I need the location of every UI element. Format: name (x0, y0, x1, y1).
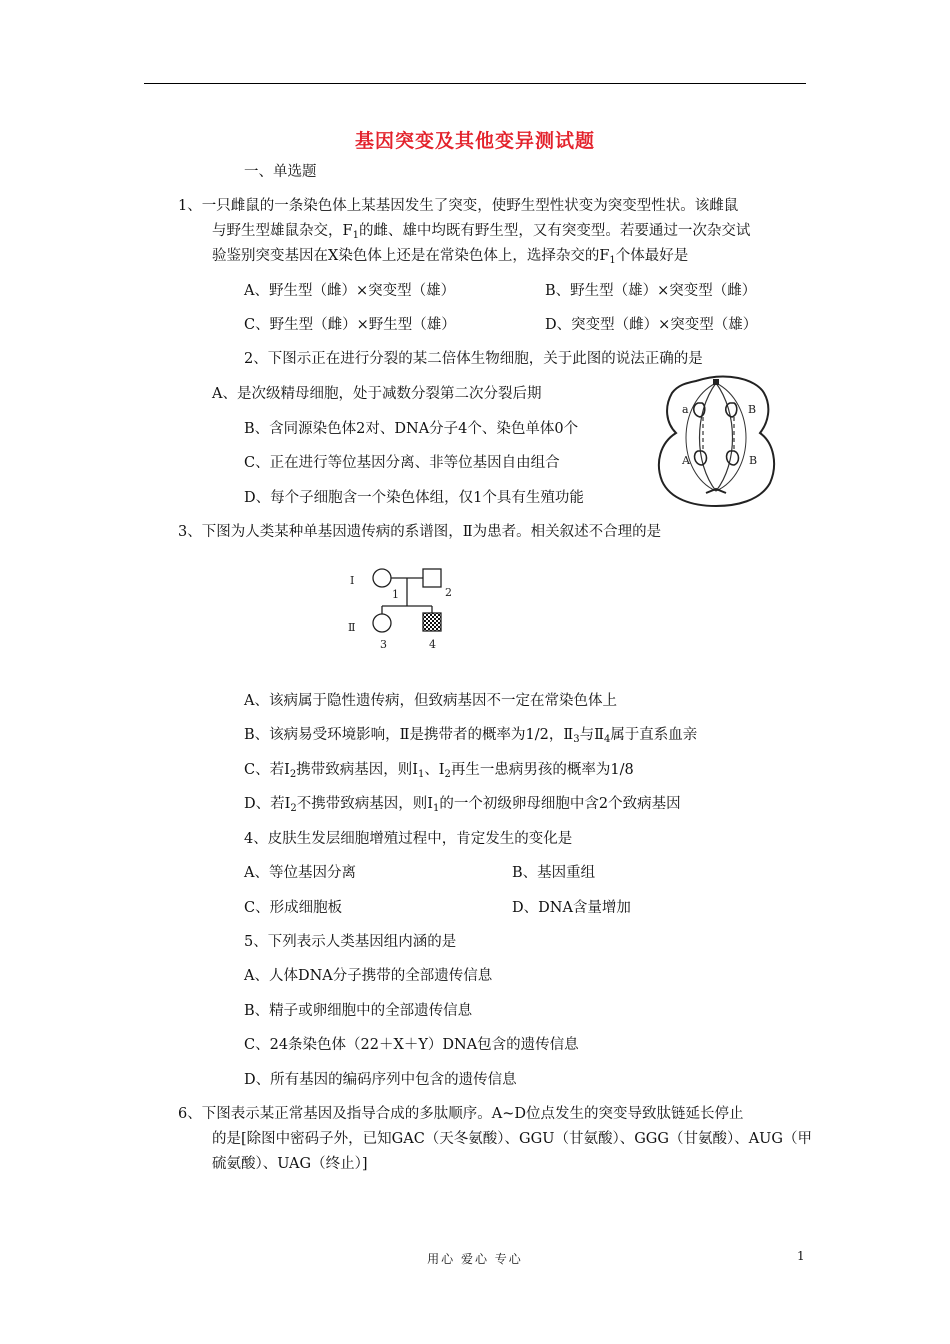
q5-option-a: A、人体DNA分子携带的全部遗传信息 (244, 968, 493, 984)
q4-option-c: C、形成细胞板 (244, 900, 343, 916)
pedigree-number-3: 3 (380, 638, 387, 651)
page-footer: 用心 爱心 专心 (427, 1252, 523, 1266)
q4-option-a: A、等位基因分离 (244, 865, 356, 881)
q2-option-a: A、是次级精母细胞，处于减数分裂第二次分裂后期 (212, 386, 542, 402)
pedigree-number-1: 1 (392, 588, 399, 601)
q3-option-c: C、若$Ⅰ_2$携带致病基因，则$Ⅰ_1$、$Ⅰ_2$再生一患病男孩的概率为1/8 (244, 762, 634, 780)
page-number: 1 (797, 1249, 805, 1263)
q5-option-b: B、精子或卵细胞中的全部遗传信息 (244, 1003, 473, 1019)
generation-label-1: Ⅰ (350, 574, 355, 587)
q6-stem-line3: 硫氨酸）、UAG（终止）] (212, 1156, 368, 1172)
q4-stem: 4、皮肤生发层细胞增殖过程中，肯定发生的变化是 (244, 831, 573, 847)
q6-stem-line1: 6、下图表示某正常基因及指导合成的多肽顺序。A~D位点发生的突变导致肽链延长停止 (178, 1106, 744, 1122)
pedigree-number-2: 2 (445, 586, 452, 599)
q1-option-a: A、野生型（雌）×突变型（雄） (244, 283, 456, 299)
page-title: 基因突变及其他变异测试题 (354, 130, 595, 152)
q3-option-b: B、该病易受环境影响，Ⅱ是携带者的概率为1/2，$Ⅱ_3$与$Ⅱ_4$属于直系血亲 (244, 727, 698, 745)
q1-option-d: D、突变型（雌）×突变型（雄） (545, 317, 758, 333)
q1-option-c: C、野生型（雌）×野生型（雄） (244, 317, 456, 333)
pedigree-individual-ii4-affected (423, 613, 441, 631)
q2-option-c: C、正在进行等位基因分离、非等位基因自由组合 (244, 455, 560, 471)
q4-option-d: D、DNA含量增加 (512, 900, 631, 916)
pedigree-chart (340, 560, 460, 652)
q2-option-d: D、每个子细胞含一个染色体组，仅1个具有生殖功能 (244, 490, 584, 506)
q4-option-b: B、基因重组 (512, 865, 596, 881)
q1-stem-line2: 与野生型雄鼠杂交，$F_1$的雌、雄中均既有野生型，又有突变型。若要通过一次杂交试 (212, 223, 751, 241)
q1-stem-line3: 验鉴别突变基因在X染色体上还是在常染色体上，选择杂交的$F_1$个体最好是 (212, 248, 689, 266)
fig-label-a-upper: A (682, 454, 690, 467)
pedigree-number-4: 4 (429, 638, 436, 651)
pedigree-individual-ii3 (373, 614, 391, 632)
fig-label-b-top: B (748, 403, 757, 416)
q3-option-d: D、若$Ⅰ_2$不携带致病基因，则$Ⅰ_1$的一个初级卵母细胞中含2个致病基因 (244, 796, 681, 814)
cell-division-figure (656, 373, 780, 508)
fig-label-a: a (682, 403, 689, 416)
q5-stem: 5、下列表示人类基因组内涵的是 (244, 934, 457, 950)
generation-label-2: Ⅱ (348, 621, 356, 634)
section-heading: 一、单选题 (244, 164, 317, 180)
fig-label-b-bottom: B (749, 454, 758, 467)
q5-option-c: C、24条染色体（22＋X＋Y）DNA包含的遗传信息 (244, 1037, 579, 1053)
q3-stem: 3、下图为人类某种单基因遗传病的系谱图，Ⅱ为患者。相关叙述不合理的是 (178, 524, 662, 540)
pedigree-individual-i2 (423, 569, 441, 587)
q5-option-d: D、所有基因的编码序列中包含的遗传信息 (244, 1072, 517, 1088)
q6-stem-line2: 的是[除图中密码子外，已知GAC（天冬氨酸）、GGU（甘氨酸）、GGG（甘氨酸）、AUG（甲 (212, 1131, 812, 1147)
header-rule (144, 83, 806, 84)
q2-stem: 2、下图示正在进行分裂的某二倍体生物细胞，关于此图的说法正确的是 (244, 351, 703, 367)
q1-option-b: B、野生型（雄）×突变型（雌） (545, 283, 757, 299)
q3-option-a: A、该病属于隐性遗传病，但致病基因不一定在常染色体上 (244, 693, 617, 709)
pedigree-individual-i1 (373, 569, 391, 587)
q1-stem-line1: 1、一只雌鼠的一条染色体上某基因发生了突变，使野生型性状变为突变型性状。该雌鼠 (178, 198, 739, 214)
q2-option-b: B、含同源染色体2对、DNA分子4个、染色单体0个 (244, 421, 579, 437)
